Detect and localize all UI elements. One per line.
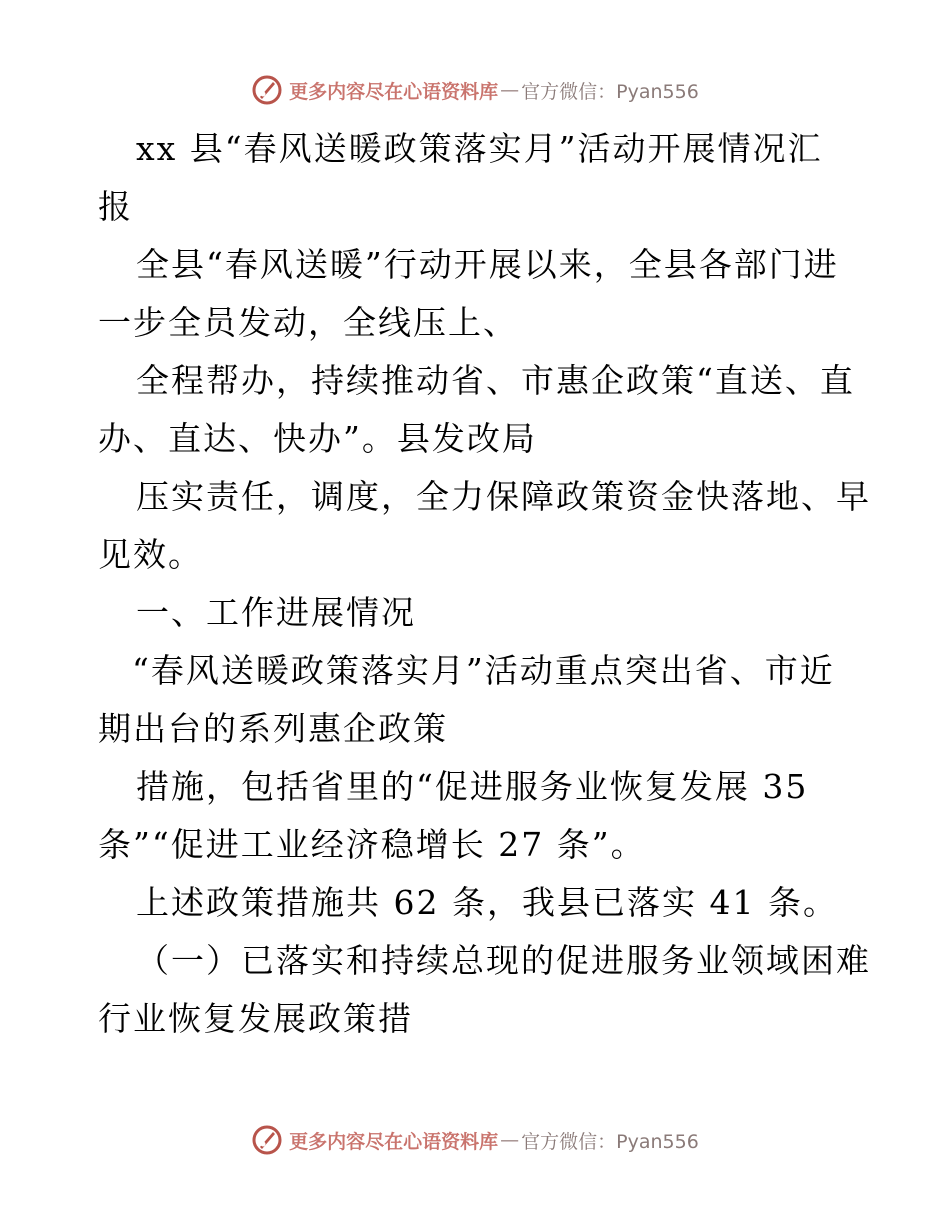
watermark-dash: — [500, 1129, 520, 1151]
doc-title-line-2: 报 [98, 187, 133, 226]
quill-logo-icon [251, 74, 283, 106]
watermark-main-text: 更多内容尽在心语资料库 [289, 1130, 499, 1153]
watermark-wechat-text: 官方微信：Pyan556 [521, 80, 699, 103]
doc-paragraph-line: 全程帮办，持续推动省、市惠企政策“直送、直 [136, 361, 855, 400]
doc-paragraph-line: “春风送暖政策落实月”活动重点突出省、市近 [132, 651, 835, 690]
section-heading: 一、工作进展情况 [136, 593, 416, 632]
doc-paragraph-line: 行业恢复发展政策措 [98, 999, 413, 1038]
doc-paragraph-line: 见效。 [98, 535, 203, 574]
doc-paragraph-line: 措施，包括省里的“促进服务业恢复发展 35 [136, 767, 809, 806]
subsection-heading: （一）已落实和持续总现的促进服务业领域困难 [136, 941, 871, 980]
doc-paragraph-line: 压实责任，调度，全力保障政策资金快落地、早 [136, 477, 871, 516]
watermark-main-text: 更多内容尽在心语资料库 [289, 80, 499, 103]
doc-paragraph-line: 上述政策措施共 62 条，我县已落实 41 条。 [136, 883, 838, 922]
watermark-dash: — [500, 79, 520, 101]
doc-title-line-1: xx 县“春风送暖政策落实月”活动开展情况汇 [136, 129, 823, 168]
doc-paragraph-line: 全县“春风送暖”行动开展以来，全县各部门进 [136, 245, 839, 284]
doc-paragraph-line: 一步全员发动，全线压上、 [98, 303, 518, 342]
footer-watermark [0, 1120, 950, 1160]
header-watermark [0, 70, 950, 110]
doc-paragraph-line: 办、直达、快办”。县发改局 [98, 419, 537, 458]
quill-logo-icon [251, 1124, 283, 1156]
doc-paragraph-line: 期出台的系列惠企政策 [98, 709, 448, 748]
doc-paragraph-line: 条”“促进工业经济稳增长 27 条”。 [98, 825, 646, 864]
document-body [98, 120, 871, 1048]
watermark-wechat-text: 官方微信：Pyan556 [521, 1130, 699, 1153]
